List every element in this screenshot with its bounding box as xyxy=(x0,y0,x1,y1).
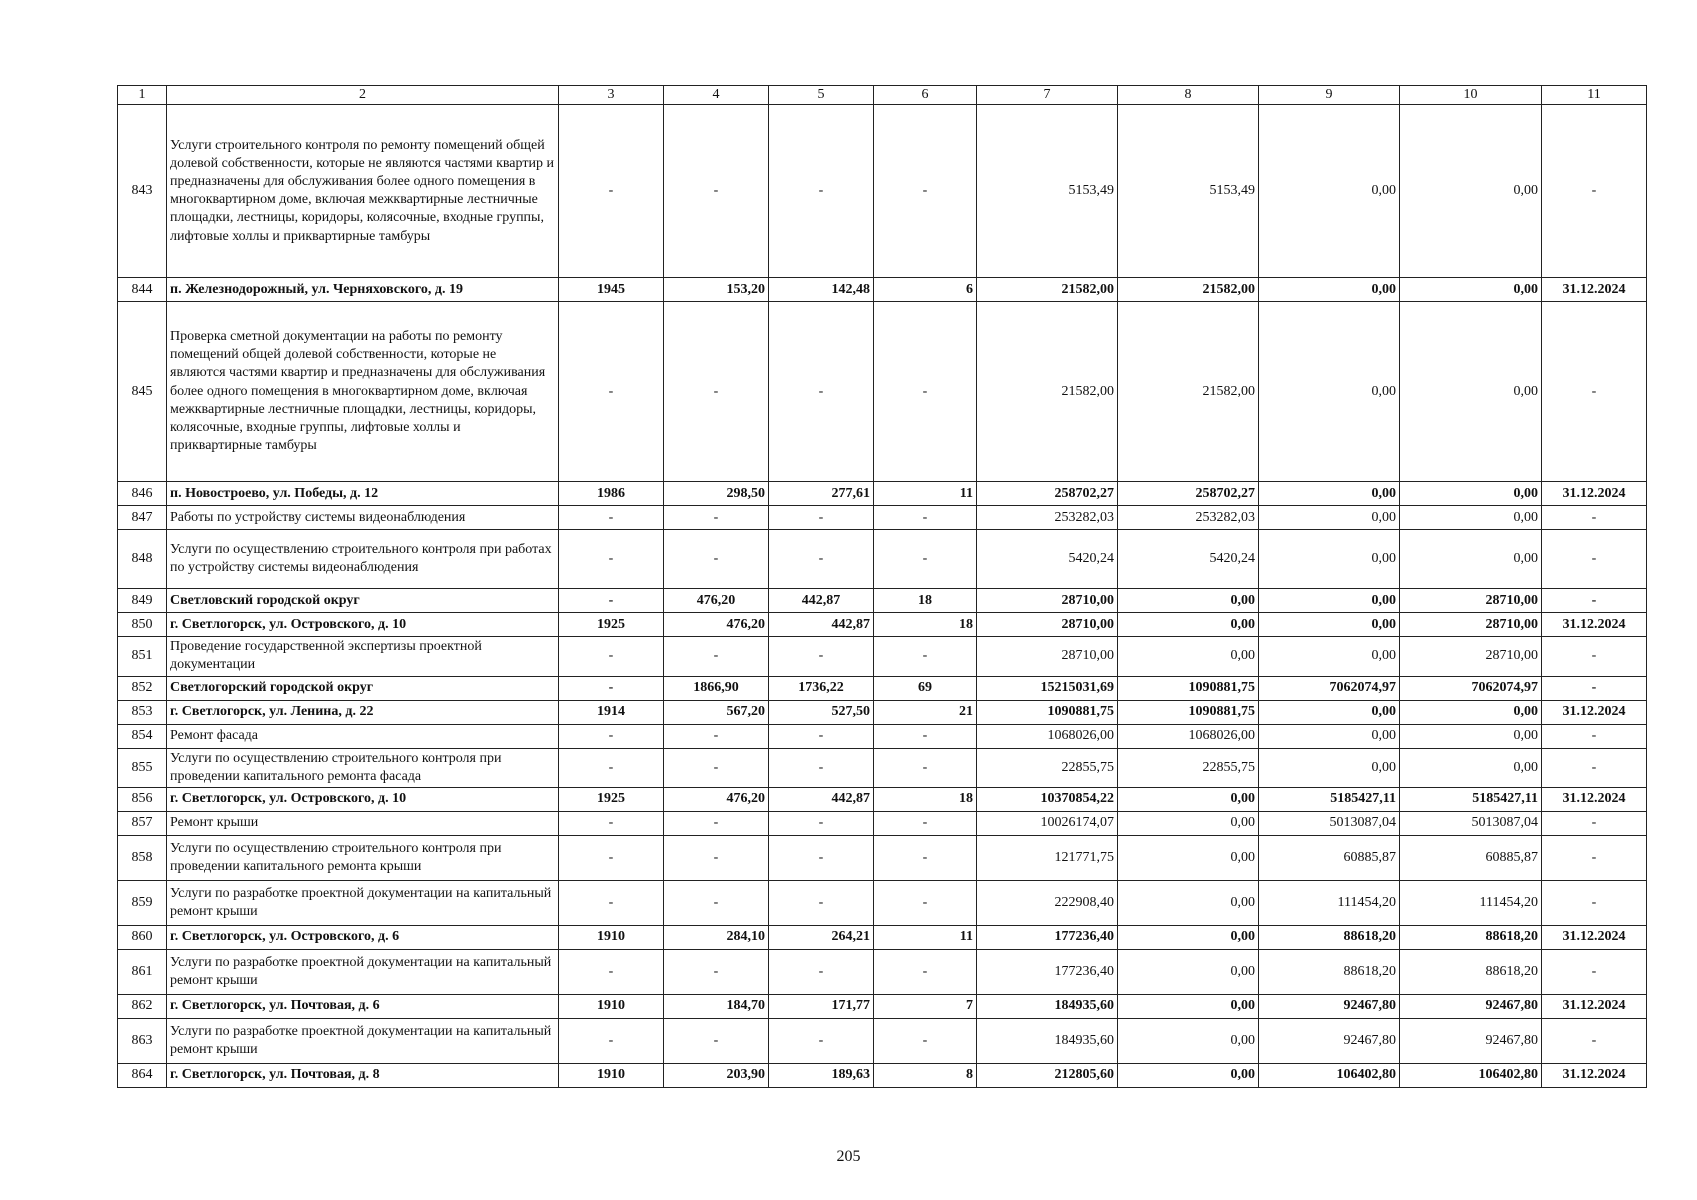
table-row xyxy=(118,787,1647,811)
area-living-cell: - xyxy=(769,949,874,994)
row-number-cell: 843 xyxy=(118,105,167,278)
cost-total-cell: 21582,00 xyxy=(977,278,1118,302)
table-row xyxy=(118,530,1647,589)
row-number-cell: 859 xyxy=(118,880,167,925)
row-number-cell: 856 xyxy=(118,787,167,811)
cost-region-cell: 0,00 xyxy=(1259,530,1400,589)
area-total-cell: 203,90 xyxy=(664,1063,769,1087)
cost-fund-cell: 0,00 xyxy=(1118,637,1259,676)
description-cell: Светловский городской округ xyxy=(167,589,559,613)
cost-local-cell: 0,00 xyxy=(1400,530,1542,589)
header-cell: 5 xyxy=(769,86,874,105)
year-cell: - xyxy=(559,811,664,835)
cost-total-cell: 28710,00 xyxy=(977,613,1118,637)
deadline-cell: - xyxy=(1542,949,1647,994)
cost-total-cell: 28710,00 xyxy=(977,589,1118,613)
cost-fund-cell: 1068026,00 xyxy=(1118,724,1259,748)
description-cell: Ремонт крыши xyxy=(167,811,559,835)
cost-region-cell: 5185427,11 xyxy=(1259,787,1400,811)
header-cell: 8 xyxy=(1118,86,1259,105)
header-cell: 1 xyxy=(118,86,167,105)
residents-cell: 6 xyxy=(874,278,977,302)
cost-region-cell: 0,00 xyxy=(1259,637,1400,676)
deadline-cell: 31.12.2024 xyxy=(1542,1063,1647,1087)
description-cell: Проведение государственной экспертизы проектной документации xyxy=(167,637,559,676)
cost-local-cell: 111454,20 xyxy=(1400,880,1542,925)
row-number-cell: 850 xyxy=(118,613,167,637)
area-living-cell: - xyxy=(769,105,874,278)
deadline-cell: 31.12.2024 xyxy=(1542,482,1647,506)
area-total-cell: 184,70 xyxy=(664,994,769,1018)
table-row xyxy=(118,880,1647,925)
residents-cell: - xyxy=(874,880,977,925)
year-cell: - xyxy=(559,506,664,530)
cost-fund-cell: 0,00 xyxy=(1118,1063,1259,1087)
year-cell: - xyxy=(559,880,664,925)
area-total-cell: - xyxy=(664,105,769,278)
residents-cell: - xyxy=(874,949,977,994)
cost-local-cell: 60885,87 xyxy=(1400,835,1542,880)
description-cell: Услуги по осуществлению строительного контроля при работах по устройству системы видеонаблюдения xyxy=(167,530,559,589)
year-cell: - xyxy=(559,724,664,748)
area-living-cell: 442,87 xyxy=(769,787,874,811)
description-cell: г. Светлогорск, ул. Ленина, д. 22 xyxy=(167,700,559,724)
cost-local-cell: 0,00 xyxy=(1400,302,1542,482)
year-cell: 1986 xyxy=(559,482,664,506)
table-row xyxy=(118,676,1647,700)
year-cell: - xyxy=(559,105,664,278)
cost-fund-cell: 22855,75 xyxy=(1118,748,1259,787)
row-number-cell: 845 xyxy=(118,302,167,482)
year-cell: - xyxy=(559,1018,664,1063)
area-total-cell: - xyxy=(664,302,769,482)
residents-cell: - xyxy=(874,748,977,787)
cost-local-cell: 0,00 xyxy=(1400,748,1542,787)
table-row xyxy=(118,482,1647,506)
cost-region-cell: 88618,20 xyxy=(1259,949,1400,994)
cost-local-cell: 0,00 xyxy=(1400,506,1542,530)
table-row xyxy=(118,724,1647,748)
area-living-cell: 142,48 xyxy=(769,278,874,302)
row-number-cell: 861 xyxy=(118,949,167,994)
cost-total-cell: 177236,40 xyxy=(977,949,1118,994)
cost-fund-cell: 0,00 xyxy=(1118,949,1259,994)
cost-fund-cell: 0,00 xyxy=(1118,994,1259,1018)
cost-local-cell: 88618,20 xyxy=(1400,925,1542,949)
cost-local-cell: 28710,00 xyxy=(1400,637,1542,676)
residents-cell: - xyxy=(874,302,977,482)
area-total-cell: 153,20 xyxy=(664,278,769,302)
table-row xyxy=(118,589,1647,613)
deadline-cell: 31.12.2024 xyxy=(1542,787,1647,811)
area-total-cell: 476,20 xyxy=(664,613,769,637)
deadline-cell: - xyxy=(1542,811,1647,835)
cost-local-cell: 0,00 xyxy=(1400,724,1542,748)
cost-local-cell: 28710,00 xyxy=(1400,613,1542,637)
deadline-cell: - xyxy=(1542,589,1647,613)
row-number-cell: 855 xyxy=(118,748,167,787)
description-cell: Ремонт фасада xyxy=(167,724,559,748)
deadline-cell: - xyxy=(1542,748,1647,787)
area-total-cell: 476,20 xyxy=(664,787,769,811)
area-total-cell: - xyxy=(664,835,769,880)
cost-fund-cell: 0,00 xyxy=(1118,811,1259,835)
description-cell: г. Светлогорск, ул. Островского, д. 10 xyxy=(167,613,559,637)
area-living-cell: - xyxy=(769,530,874,589)
cost-fund-cell: 0,00 xyxy=(1118,1018,1259,1063)
table-row xyxy=(118,925,1647,949)
row-number-cell: 857 xyxy=(118,811,167,835)
cost-local-cell: 7062074,97 xyxy=(1400,676,1542,700)
cost-fund-cell: 253282,03 xyxy=(1118,506,1259,530)
year-cell: 1910 xyxy=(559,994,664,1018)
deadline-cell: - xyxy=(1542,506,1647,530)
area-living-cell: 442,87 xyxy=(769,613,874,637)
cost-total-cell: 177236,40 xyxy=(977,925,1118,949)
area-living-cell: - xyxy=(769,302,874,482)
deadline-cell: 31.12.2024 xyxy=(1542,994,1647,1018)
row-number-cell: 849 xyxy=(118,589,167,613)
cost-total-cell: 1068026,00 xyxy=(977,724,1118,748)
year-cell: - xyxy=(559,530,664,589)
cost-total-cell: 121771,75 xyxy=(977,835,1118,880)
cost-local-cell: 0,00 xyxy=(1400,278,1542,302)
cost-total-cell: 184935,60 xyxy=(977,1018,1118,1063)
area-living-cell: 171,77 xyxy=(769,994,874,1018)
cost-fund-cell: 0,00 xyxy=(1118,835,1259,880)
area-total-cell: - xyxy=(664,637,769,676)
table-row xyxy=(118,700,1647,724)
cost-region-cell: 0,00 xyxy=(1259,278,1400,302)
cost-total-cell: 22855,75 xyxy=(977,748,1118,787)
area-total-cell: - xyxy=(664,811,769,835)
cost-total-cell: 5153,49 xyxy=(977,105,1118,278)
cost-region-cell: 0,00 xyxy=(1259,748,1400,787)
description-cell: г. Светлогорск, ул. Островского, д. 6 xyxy=(167,925,559,949)
deadline-cell: 31.12.2024 xyxy=(1542,278,1647,302)
area-total-cell: 298,50 xyxy=(664,482,769,506)
header-cell: 6 xyxy=(874,86,977,105)
row-number-cell: 854 xyxy=(118,724,167,748)
cost-total-cell: 5420,24 xyxy=(977,530,1118,589)
cost-fund-cell: 0,00 xyxy=(1118,925,1259,949)
residents-cell: 18 xyxy=(874,787,977,811)
area-total-cell: - xyxy=(664,506,769,530)
cost-fund-cell: 21582,00 xyxy=(1118,302,1259,482)
header-cell: 10 xyxy=(1400,86,1542,105)
area-living-cell: 264,21 xyxy=(769,925,874,949)
cost-fund-cell: 0,00 xyxy=(1118,589,1259,613)
cost-total-cell: 212805,60 xyxy=(977,1063,1118,1087)
cost-total-cell: 258702,27 xyxy=(977,482,1118,506)
row-number-cell: 864 xyxy=(118,1063,167,1087)
deadline-cell: - xyxy=(1542,880,1647,925)
table-row xyxy=(118,637,1647,676)
residents-cell: 18 xyxy=(874,589,977,613)
residents-cell: - xyxy=(874,506,977,530)
row-number-cell: 846 xyxy=(118,482,167,506)
description-cell: Работы по устройству системы видеонаблюдения xyxy=(167,506,559,530)
cost-region-cell: 0,00 xyxy=(1259,700,1400,724)
area-living-cell: - xyxy=(769,724,874,748)
cost-local-cell: 92467,80 xyxy=(1400,1018,1542,1063)
residents-cell: - xyxy=(874,105,977,278)
cost-total-cell: 10026174,07 xyxy=(977,811,1118,835)
table-row xyxy=(118,1018,1647,1063)
table-row xyxy=(118,949,1647,994)
area-living-cell: - xyxy=(769,637,874,676)
row-number-cell: 862 xyxy=(118,994,167,1018)
table-row xyxy=(118,748,1647,787)
cost-region-cell: 92467,80 xyxy=(1259,994,1400,1018)
year-cell: - xyxy=(559,949,664,994)
description-cell: г. Светлогорск, ул. Островского, д. 10 xyxy=(167,787,559,811)
area-living-cell: 189,63 xyxy=(769,1063,874,1087)
deadline-cell: - xyxy=(1542,1018,1647,1063)
cost-region-cell: 0,00 xyxy=(1259,506,1400,530)
row-number-cell: 848 xyxy=(118,530,167,589)
year-cell: - xyxy=(559,835,664,880)
header-cell: 11 xyxy=(1542,86,1647,105)
cost-local-cell: 0,00 xyxy=(1400,105,1542,278)
cost-region-cell: 0,00 xyxy=(1259,105,1400,278)
table-row xyxy=(118,278,1647,302)
year-cell: 1925 xyxy=(559,787,664,811)
column-number-row xyxy=(118,86,1647,105)
cost-region-cell: 0,00 xyxy=(1259,589,1400,613)
area-total-cell: 1866,90 xyxy=(664,676,769,700)
cost-local-cell: 28710,00 xyxy=(1400,589,1542,613)
residents-cell: 11 xyxy=(874,925,977,949)
cost-local-cell: 5013087,04 xyxy=(1400,811,1542,835)
deadline-cell: - xyxy=(1542,676,1647,700)
area-total-cell: 284,10 xyxy=(664,925,769,949)
cost-fund-cell: 1090881,75 xyxy=(1118,676,1259,700)
cost-region-cell: 88618,20 xyxy=(1259,925,1400,949)
cost-total-cell: 15215031,69 xyxy=(977,676,1118,700)
cost-fund-cell: 5420,24 xyxy=(1118,530,1259,589)
description-cell: Услуги строительного контроля по ремонту помещений общей долевой собственности, которые не являются частями квартир и предназначены для обслуживания более одного помещения в многоквартирном доме, включая межквартирные лестничные площадки, лестницы, коридоры, колясочные, входные группы, лифтовые холлы и приквартирные тамбуры xyxy=(167,105,559,278)
residents-cell: - xyxy=(874,835,977,880)
year-cell: 1914 xyxy=(559,700,664,724)
residents-cell: 69 xyxy=(874,676,977,700)
table-row xyxy=(118,994,1647,1018)
deadline-cell: - xyxy=(1542,302,1647,482)
year-cell: 1910 xyxy=(559,1063,664,1087)
area-total-cell: - xyxy=(664,748,769,787)
header-cell: 4 xyxy=(664,86,769,105)
deadline-cell: 31.12.2024 xyxy=(1542,613,1647,637)
row-number-cell: 858 xyxy=(118,835,167,880)
cost-region-cell: 60885,87 xyxy=(1259,835,1400,880)
cost-fund-cell: 21582,00 xyxy=(1118,278,1259,302)
deadline-cell: - xyxy=(1542,835,1647,880)
cost-fund-cell: 5153,49 xyxy=(1118,105,1259,278)
cost-local-cell: 92467,80 xyxy=(1400,994,1542,1018)
area-living-cell: 1736,22 xyxy=(769,676,874,700)
cost-region-cell: 106402,80 xyxy=(1259,1063,1400,1087)
area-total-cell: - xyxy=(664,949,769,994)
header-cell: 3 xyxy=(559,86,664,105)
area-living-cell: - xyxy=(769,835,874,880)
year-cell: 1945 xyxy=(559,278,664,302)
cost-fund-cell: 258702,27 xyxy=(1118,482,1259,506)
row-number-cell: 853 xyxy=(118,700,167,724)
deadline-cell: - xyxy=(1542,530,1647,589)
cost-total-cell: 222908,40 xyxy=(977,880,1118,925)
area-living-cell: - xyxy=(769,880,874,925)
residents-cell: 21 xyxy=(874,700,977,724)
description-cell: Услуги по разработке проектной документации на капитальный ремонт крыши xyxy=(167,949,559,994)
area-living-cell: - xyxy=(769,811,874,835)
cost-local-cell: 106402,80 xyxy=(1400,1063,1542,1087)
residents-cell: 7 xyxy=(874,994,977,1018)
area-total-cell: - xyxy=(664,880,769,925)
table-row xyxy=(118,105,1647,278)
year-cell: 1910 xyxy=(559,925,664,949)
table-row xyxy=(118,506,1647,530)
area-total-cell: - xyxy=(664,1018,769,1063)
deadline-cell: - xyxy=(1542,724,1647,748)
area-total-cell: 476,20 xyxy=(664,589,769,613)
description-cell: г. Светлогорск, ул. Почтовая, д. 6 xyxy=(167,994,559,1018)
deadline-cell: - xyxy=(1542,105,1647,278)
table-row xyxy=(118,835,1647,880)
residents-cell: - xyxy=(874,637,977,676)
cost-total-cell: 21582,00 xyxy=(977,302,1118,482)
description-cell: п. Железнодорожный, ул. Черняховского, д. 19 xyxy=(167,278,559,302)
header-cell: 9 xyxy=(1259,86,1400,105)
cost-fund-cell: 0,00 xyxy=(1118,787,1259,811)
area-living-cell: - xyxy=(769,748,874,787)
description-cell: п. Новостроево, ул. Победы, д. 12 xyxy=(167,482,559,506)
year-cell: - xyxy=(559,302,664,482)
cost-fund-cell: 0,00 xyxy=(1118,613,1259,637)
residents-cell: 18 xyxy=(874,613,977,637)
header-cell: 7 xyxy=(977,86,1118,105)
residents-cell: - xyxy=(874,530,977,589)
area-total-cell: 567,20 xyxy=(664,700,769,724)
row-number-cell: 852 xyxy=(118,676,167,700)
cost-local-cell: 88618,20 xyxy=(1400,949,1542,994)
deadline-cell: - xyxy=(1542,637,1647,676)
data-table xyxy=(117,85,1647,1088)
description-cell: Услуги по осуществлению строительного контроля при проведении капитального ремонта крыши xyxy=(167,835,559,880)
area-living-cell: - xyxy=(769,506,874,530)
area-living-cell: 442,87 xyxy=(769,589,874,613)
row-number-cell: 844 xyxy=(118,278,167,302)
cost-total-cell: 10370854,22 xyxy=(977,787,1118,811)
cost-region-cell: 111454,20 xyxy=(1259,880,1400,925)
residents-cell: 8 xyxy=(874,1063,977,1087)
year-cell: - xyxy=(559,637,664,676)
table-row xyxy=(118,302,1647,482)
table-row xyxy=(118,811,1647,835)
area-total-cell: - xyxy=(664,530,769,589)
residents-cell: - xyxy=(874,811,977,835)
deadline-cell: 31.12.2024 xyxy=(1542,700,1647,724)
year-cell: - xyxy=(559,748,664,787)
area-living-cell: - xyxy=(769,1018,874,1063)
description-cell: Услуги по осуществлению строительного контроля при проведении капитального ремонта фасада xyxy=(167,748,559,787)
cost-local-cell: 5185427,11 xyxy=(1400,787,1542,811)
header-cell: 2 xyxy=(167,86,559,105)
cost-local-cell: 0,00 xyxy=(1400,700,1542,724)
cost-region-cell: 7062074,97 xyxy=(1259,676,1400,700)
cost-total-cell: 253282,03 xyxy=(977,506,1118,530)
area-living-cell: 527,50 xyxy=(769,700,874,724)
table-row xyxy=(118,1063,1647,1087)
cost-region-cell: 5013087,04 xyxy=(1259,811,1400,835)
cost-total-cell: 1090881,75 xyxy=(977,700,1118,724)
description-cell: Проверка сметной документации на работы по ремонту помещений общей долевой собственности, которые не являются частями квартир и предназначены для обслуживания более одного помещения в многоквартирном доме, включая межквартирные лестничные площадки, лестницы, коридоры, колясочные, входные группы, лифтовые холлы и приквартирные тамбуры xyxy=(167,302,559,482)
residents-cell: 11 xyxy=(874,482,977,506)
page-number: 205 xyxy=(836,1148,861,1165)
cost-region-cell: 0,00 xyxy=(1259,613,1400,637)
area-living-cell: 277,61 xyxy=(769,482,874,506)
description-cell: Услуги по разработке проектной документации на капитальный ремонт крыши xyxy=(167,880,559,925)
row-number-cell: 860 xyxy=(118,925,167,949)
row-number-cell: 851 xyxy=(118,637,167,676)
residents-cell: - xyxy=(874,724,977,748)
deadline-cell: 31.12.2024 xyxy=(1542,925,1647,949)
residents-cell: - xyxy=(874,1018,977,1063)
description-cell: Светлогорский городской округ xyxy=(167,676,559,700)
description-cell: Услуги по разработке проектной документации на капитальный ремонт крыши xyxy=(167,1018,559,1063)
cost-region-cell: 0,00 xyxy=(1259,724,1400,748)
description-cell: г. Светлогорск, ул. Почтовая, д. 8 xyxy=(167,1063,559,1087)
cost-region-cell: 0,00 xyxy=(1259,302,1400,482)
cost-region-cell: 0,00 xyxy=(1259,482,1400,506)
cost-region-cell: 92467,80 xyxy=(1259,1018,1400,1063)
area-total-cell: - xyxy=(664,724,769,748)
cost-fund-cell: 1090881,75 xyxy=(1118,700,1259,724)
cost-total-cell: 28710,00 xyxy=(977,637,1118,676)
cost-local-cell: 0,00 xyxy=(1400,482,1542,506)
row-number-cell: 863 xyxy=(118,1018,167,1063)
cost-total-cell: 184935,60 xyxy=(977,994,1118,1018)
row-number-cell: 847 xyxy=(118,506,167,530)
year-cell: 1925 xyxy=(559,613,664,637)
year-cell: - xyxy=(559,589,664,613)
year-cell: - xyxy=(559,676,664,700)
table-row xyxy=(118,613,1647,637)
cost-fund-cell: 0,00 xyxy=(1118,880,1259,925)
